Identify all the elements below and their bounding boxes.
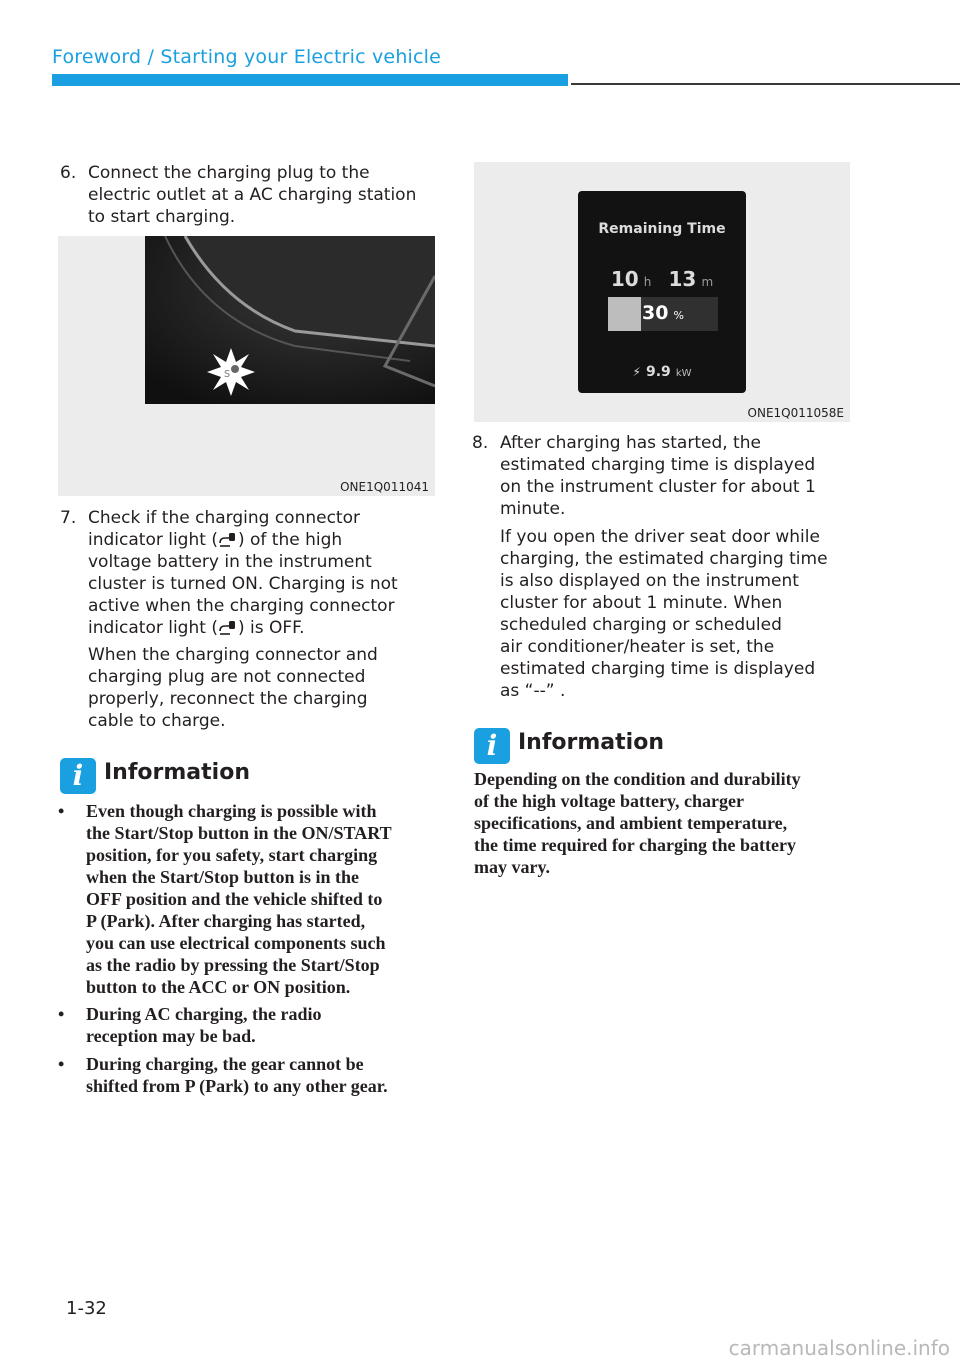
charging-connector-indicator-icon <box>218 531 238 547</box>
information-icon: i <box>474 728 510 764</box>
step-number: 8. <box>472 433 489 453</box>
bullet-mark: • <box>58 801 65 821</box>
charge-percent-value: 30 <box>642 302 669 324</box>
lightning-icon: ⚡ <box>632 365 641 379</box>
header-accent-bar <box>52 74 568 86</box>
step-text-line: minute. <box>500 499 566 519</box>
bullet-line: reception may be bad. <box>86 1026 256 1046</box>
note-line: charging, the estimated charging time <box>500 549 828 569</box>
header-rule <box>571 83 960 85</box>
note-line: estimated charging time is displayed <box>500 659 816 679</box>
step-text-line: electric outlet at a AC charging station <box>88 185 417 205</box>
info-line: the time required for charging the battery <box>474 835 796 855</box>
step-text-line: voltage battery in the instrument <box>88 552 372 572</box>
step-text-line: estimated charging time is displayed <box>500 455 816 475</box>
step-number: 6. <box>60 163 77 183</box>
info-line: specifications, and ambient temperature, <box>474 813 788 833</box>
info-title: Information <box>104 760 250 785</box>
info-title: Information <box>518 730 664 755</box>
info-bullet <box>58 1003 443 1047</box>
note-line: properly, reconnect the charging <box>88 689 368 709</box>
bullet-line: the Start/Stop button in the ON/START <box>86 823 392 843</box>
bullet-line: During charging, the gear cannot be <box>86 1054 364 1074</box>
bullet-line: P (Park). After charging has started, <box>86 911 366 931</box>
step-text-line: Check if the charging connector <box>88 508 360 528</box>
step-text-line: to start charging. <box>88 207 236 227</box>
hours-unit: h <box>643 275 652 289</box>
hours-value: 10 <box>610 267 639 291</box>
bullet-line: OFF position and the vehicle shifted to <box>86 889 383 909</box>
bullet-line: Even though charging is possible with <box>86 801 377 821</box>
charge-percent-readout <box>608 302 718 324</box>
note-line: scheduled charging or scheduled <box>500 615 782 635</box>
step-6 <box>60 162 440 228</box>
figure-caption: ONE1Q011041 <box>340 480 429 494</box>
step-8-note <box>500 526 855 702</box>
remaining-time-readout <box>578 267 746 291</box>
bullet-line: shifted from P (Park) to any other gear. <box>86 1076 388 1096</box>
dashboard-photo <box>145 236 435 404</box>
minutes-value: 13 <box>668 267 697 291</box>
step-8 <box>472 432 852 520</box>
step-number: 7. <box>60 508 77 528</box>
info-bullet <box>58 800 443 998</box>
bullet-line: when the Start/Stop button is in the <box>86 867 360 887</box>
note-line: air conditioner/heater is set, the <box>500 637 775 657</box>
info-body <box>474 768 859 878</box>
minutes-unit: m <box>701 275 714 289</box>
step-text-fragment: indicator light ( <box>88 530 218 550</box>
power-value: 9.9 <box>645 364 671 380</box>
information-icon: i <box>60 758 96 794</box>
step-text-line: on the instrument cluster for about 1 <box>500 477 816 497</box>
bullet-line: position, for you safety, start charging <box>86 845 378 865</box>
info-line: Depending on the condition and durability <box>474 769 801 789</box>
step-text-line: Connect the charging plug to the <box>88 163 370 183</box>
section-title: Foreword / Starting your Electric vehicle <box>52 46 442 68</box>
charge-level-bar <box>608 297 718 331</box>
note-line: cluster for about 1 minute. When <box>500 593 783 613</box>
display-title: Remaining Time <box>598 221 726 237</box>
step-7-note <box>88 644 440 732</box>
charging-indicator-burst-icon <box>207 348 255 396</box>
power-unit: kW <box>675 368 692 379</box>
note-line: is also displayed on the instrument <box>500 571 799 591</box>
step-text-line: active when the charging connector <box>88 596 395 616</box>
figure-charging-indicator <box>58 236 435 496</box>
bullet-line: as the radio by pressing the Start/Stop <box>86 955 380 975</box>
charge-percent-unit: % <box>673 309 684 322</box>
note-line: cable to charge. <box>88 711 226 731</box>
bullet-mark: • <box>58 1054 65 1074</box>
watermark: carmanualsonline.info <box>728 1336 950 1360</box>
bullet-line: During AC charging, the radio <box>86 1004 322 1024</box>
figure-remaining-time <box>474 162 850 422</box>
cluster-display <box>578 191 746 393</box>
step-text-fragment: indicator light ( <box>88 618 218 638</box>
step-text-fragment: ) is OFF. <box>237 618 305 638</box>
note-line: as “--” . <box>500 681 566 701</box>
info-bullet <box>58 1053 443 1097</box>
charging-power-readout <box>578 361 746 380</box>
bullet-line: you can use electrical components such <box>86 933 386 953</box>
step-text-fragment: ) of the high <box>237 530 343 550</box>
charging-connector-indicator-icon <box>218 619 238 635</box>
info-line: may vary. <box>474 857 550 877</box>
bullet-line: button to the ACC or ON position. <box>86 977 351 997</box>
info-line: of the high voltage battery, charger <box>474 791 744 811</box>
note-line: If you open the driver seat door while <box>500 527 820 547</box>
info-box-header <box>474 728 774 764</box>
svg-text:s: s <box>224 366 231 380</box>
info-box-header <box>60 758 360 794</box>
page-number: 1-32 <box>66 1298 107 1319</box>
bullet-mark: • <box>58 1004 65 1024</box>
figure-caption: ONE1Q011058E <box>747 406 844 420</box>
step-text-line: After charging has started, the <box>500 433 761 453</box>
step-text-line: cluster is turned ON. Charging is not <box>88 574 398 594</box>
note-line: When the charging connector and <box>88 645 378 665</box>
note-line: charging plug are not connected <box>88 667 366 687</box>
